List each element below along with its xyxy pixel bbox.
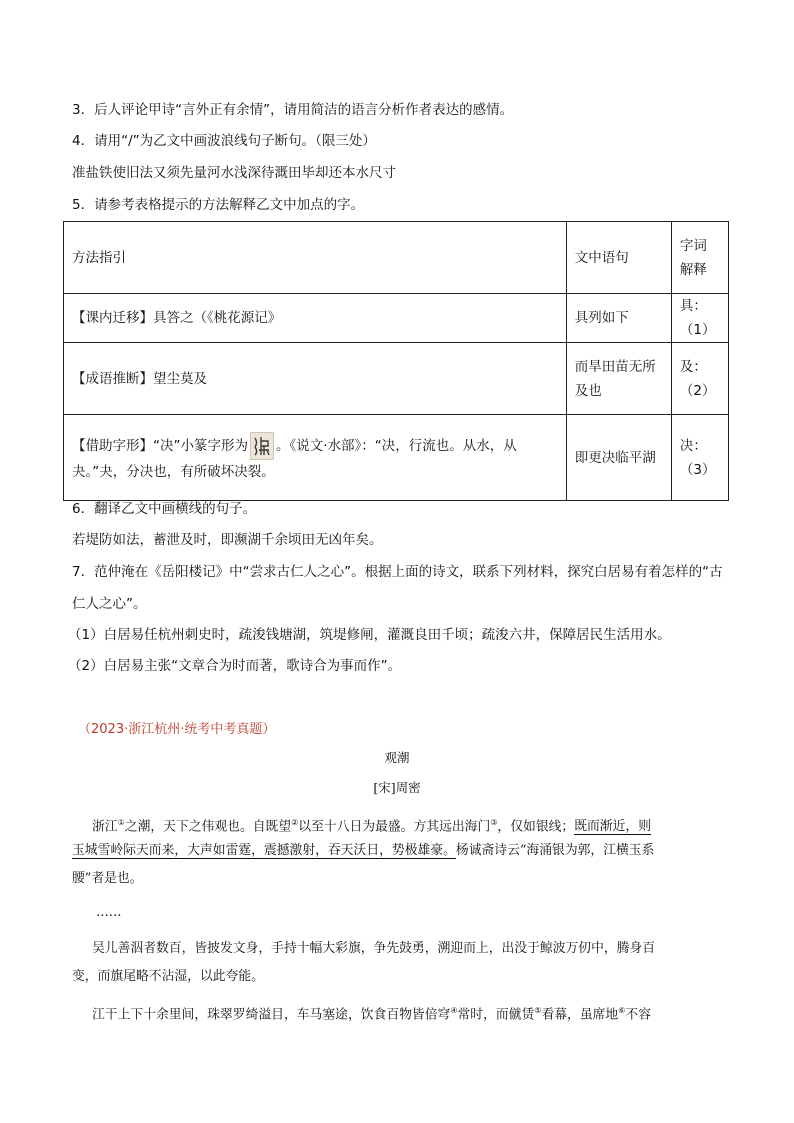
question-3: 3．后人评论甲诗“言外正有余情”，请用简洁的语言分析作者表达的感情。 [72,102,514,118]
passage-paragraph-2-line-2: 变，而旗尾略不沾湿，以此夸能。 [72,969,264,984]
table-header-cell: 方法指引 [64,222,567,294]
question-7-material-2: （2）白居易主张“文章合为时而著，歌诗合为事而作”。 [68,658,402,674]
underlined-sentence: 玉城雪岭际天而来，大声如雷霆，震撼激射，吞天沃日，势极雄豪。 [72,843,456,858]
question-7-cont: 仁人之心”。 [72,596,147,612]
method-text-b: 。《说文·水部》：“决，行流也。从水，从 [276,437,517,454]
method-text-a: 【借助字形】“决”小篆字形为 [72,437,248,454]
table-cell-explain: 决：（3） [671,415,728,501]
table-header-cell: 文中语句 [566,222,671,294]
footnote-marker: ⑥ [618,1006,626,1015]
passage-paragraph-2: 吴儿善泅者数百，皆披发文身，手持十幅大彩旗，争先鼓勇，溯迎而上，出没于鲸波万仞中，腾身百 [92,941,656,956]
table-cell-explain: 及：（2） [671,343,728,415]
underlined-sentence: 既而渐近，则 [574,819,651,835]
table-cell-sentence: 而旱田苗无所及也 [566,343,671,415]
table-row [64,343,729,415]
seal-script-glyph-icon [250,432,274,460]
table-cell-method: 【课内迁移】具答之（《桃花源记》 [64,294,567,343]
footnote-marker: ① [117,818,125,827]
footnote-marker: ④ [450,1006,458,1015]
table-cell-method: 【成语推断】望尘莫及 [64,343,567,415]
question-4: 4．请用“/”为乙文中画波浪线句子断句。（限三处） [72,133,376,149]
passage-author: [宋]周密 [373,780,421,795]
passage-paragraph-1: 浙江①之潮，天下之伟观也。自既望②以至十八日为最盛。方其远出海门③，仅如银线；既而渐近，则 [92,818,651,835]
passage-paragraph-1-line-3: 腰”者是也。 [72,871,143,886]
table-cell-method [64,415,567,501]
method-text-c: 夬。”夬，分决也，有所破坏决裂。 [72,463,275,480]
table-cell-sentence: 即更决临平湖 [566,415,671,501]
question-7-material-1: （1）白居易任杭州刺史时，疏浚钱塘湖，筑堤修闸，灌溉良田千顷；疏浚六井，保障居民生活用水。 [68,627,671,643]
footnote-marker: ⑤ [534,1006,542,1015]
question-7: 7．范仲淹在《岳阳楼记》中“尝求古仁人之心”。根据上面的诗文，联系下列材料，探究白居易有着怎样的“古 [72,564,723,580]
table-row [64,294,729,343]
passage-paragraph-1-line-2: 玉城雪岭际天而来，大声如雷霆，震撼激射，吞天沃日，势极雄豪。杨诚斋诗云“海涌银为郭，江横玉系 [72,843,655,858]
table-cell-sentence: 具列如下 [566,294,671,343]
table-header-row [64,222,729,294]
passage-title: 观潮 [384,750,410,765]
passage-paragraph-3: 江干上下十余里间，珠翠罗绮溢目，车马塞途，饮食百物皆倍穹④常时，而僦赁⑤看幕，虽席地⑥不容 [92,1006,651,1023]
question-6-sentence: 若堤防如法，蓄泄及时，即濒湖千余顷田无凶年矣。 [72,532,383,548]
table-row [64,415,729,501]
footnote-marker: ② [291,818,299,827]
table-cell-explain: 具：（1） [671,294,728,343]
passage-ellipsis: …… [96,905,122,920]
method-table [63,221,729,501]
passage-source: （2023·浙江杭州·统考中考真题） [78,722,276,737]
question-5: 5．请参考表格提示的方法解释乙文中加点的字。 [72,197,365,213]
question-4-sentence: 准盐铁使旧法又须先量河水浅深待溉田毕却还本水尺寸 [72,165,396,181]
footnote-marker: ③ [490,818,498,827]
question-6: 6．翻译乙文中画横线的句子。 [72,501,257,517]
table-header-cell: 字词解释 [671,222,728,294]
